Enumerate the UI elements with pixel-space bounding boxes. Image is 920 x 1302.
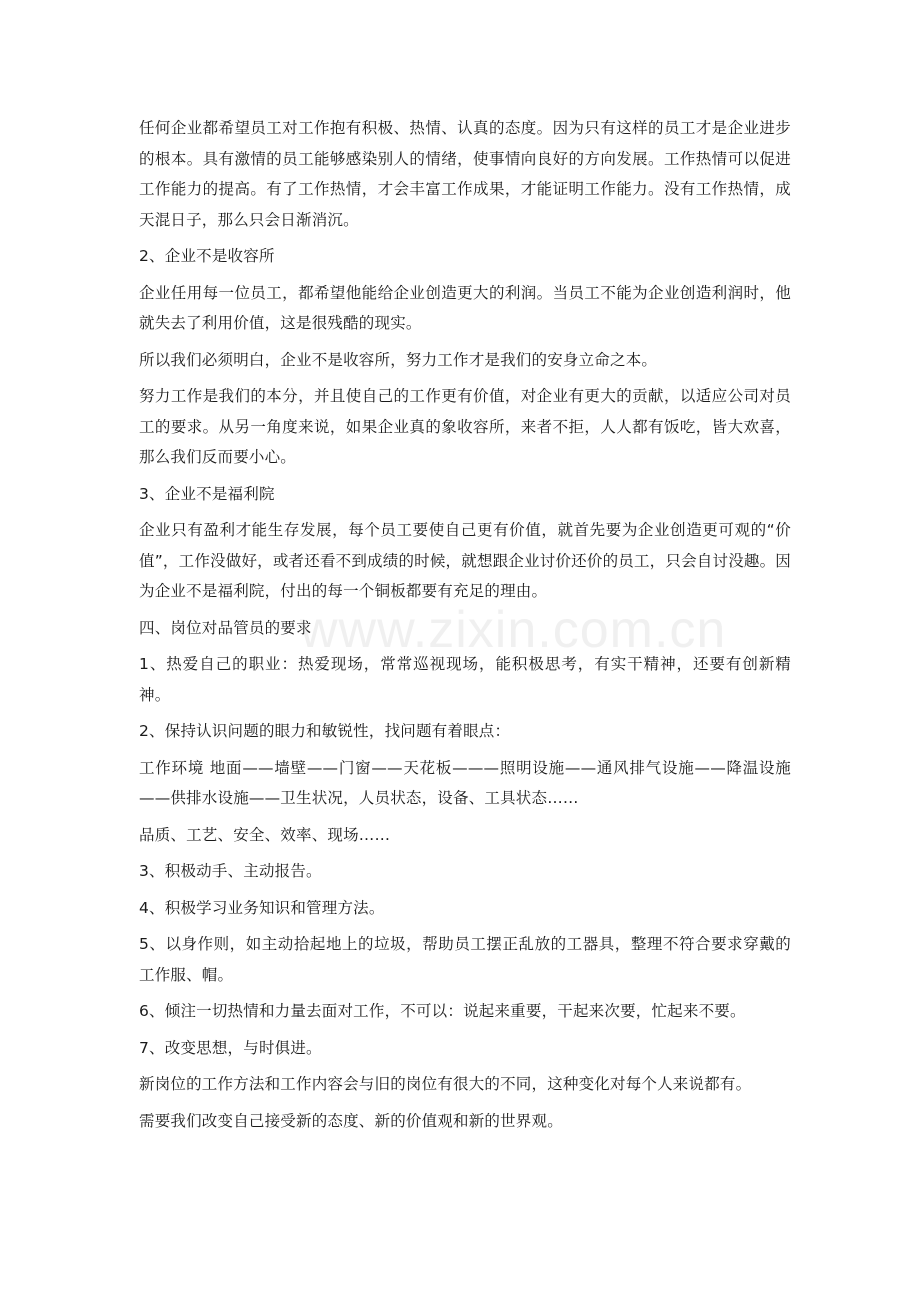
paragraph-must-understand: 所以我们必须明白，企业不是收容所，努力工作才是我们的安身立命之本。 <box>139 350 658 369</box>
paragraph-duty: 努力工作是我们的本分，并且使自己的工作更有价值，对企业有更大的贡献，以适应公司对员工的要求。从另一角度来说，如果企业真的象收容所，来者不拒，人人都有饭吃，皆大欢喜，那么我们反而要小心。 <box>139 387 791 466</box>
list-item-4: 4、积极学习业务知识和管理方法。 <box>139 898 385 917</box>
heading-requirements: 四、岗位对品管员的要求 <box>139 618 312 637</box>
paragraph-welfare: 企业只有盈利才能生存发展，每个员工要使自己更有价值，就首先要为企业创造更可观的“价值”，工作没做好，或者还看不到成绩的时候，就想跟企业讨价还价的员工，只会自讨没趣。因为企业不是福利院，付出的每一个铜板都要有充足的理由。 <box>139 521 791 600</box>
heading-not-shelter: 2、企业不是收容所 <box>139 247 275 265</box>
watermark: www.zixin.com.cn <box>300 601 727 659</box>
paragraph-profit: 企业任用每一位员工，都希望他能给企业创造更大的利润。当员工不能为企业创造利润时，他就失去了利用价值，这是很残酷的现实。 <box>139 283 791 332</box>
list-item-5: 5、以身作则，如主动拾起地上的垃圾，帮助员工摆正乱放的工器具，整理不符合要求穿戴的工作服、帽。 <box>139 935 791 984</box>
list-item-1: 1、热爱自己的职业：热爱现场，常常巡视现场，能积极思考，有实干精神，还要有创新精神。 <box>139 655 791 704</box>
paragraph-intro: 任何企业都希望员工对工作抱有积极、热情、认真的态度。因为只有这样的员工才是企业进步的根本。具有激情的员工能够感染别人的情绪，使事情向良好的方向发展。工作热情可以促进工作能力的提高。有了工作热情，才会丰富工作成果，才能证明工作能力。没有工作热情，成天混日子，那么只会日渐消沉。 <box>139 119 791 229</box>
paragraph-new-position: 新岗位的工作方法和工作内容会与旧的岗位有很大的不同，这种变化对每个人来说都有。 <box>139 1075 752 1093</box>
paragraph-change-mindset: 需要我们改变自己接受新的态度、新的价值观和新的世界观。 <box>139 1111 563 1130</box>
list-item-2: 2、保持认识问题的眼力和敏锐性，找问题有着眼点： <box>139 722 511 740</box>
list-item-7: 7、改变思想，与时俱进。 <box>139 1038 322 1057</box>
heading-not-welfare: 3、企业不是福利院 <box>139 484 275 503</box>
paragraph-work-environment: 工作环境 地面——墙壁——门窗——天花板———照明设施——通风排气设施——降温设施——供排水设施——卫生状况，人员状态，设备、工具状态…… <box>139 758 791 807</box>
list-item-3: 3、积极动手、主动报告。 <box>139 862 322 880</box>
paragraph-quality: 品质、工艺、安全、效率、现场…… <box>139 825 391 844</box>
document-body <box>139 113 791 1142</box>
list-item-6: 6、倾注一切热情和力量去面对工作，不可以：说起来重要，干起来次要，忙起来不要。 <box>139 1002 746 1020</box>
